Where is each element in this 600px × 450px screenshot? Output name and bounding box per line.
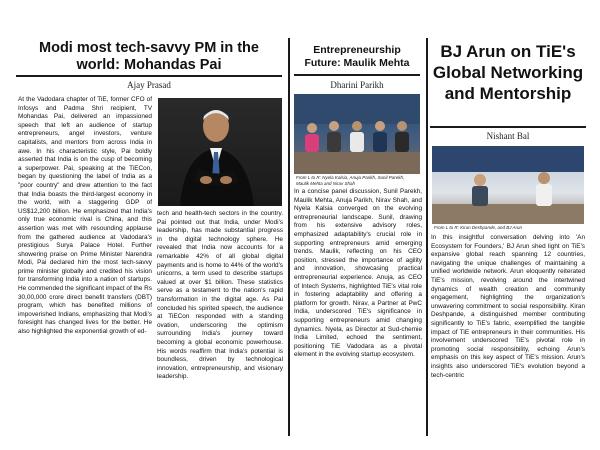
- article1-byline: Ajay Prasad: [127, 80, 171, 90]
- article3-headline: BJ Arun on TiE's Global Networking and Mentorship: [432, 42, 584, 103]
- article3-photo-caption: From L to R: Kiran Deshpande, and BJ Arun: [434, 225, 523, 230]
- article2-headline: Entrepreneurship Future: Maulik Mehta: [304, 44, 410, 69]
- article2-photo-caption: From L to R: Nyela Kalsia, Anuja Parikh, Sunil Parekh, Maulik Mehta and Nirav Shah: [296, 175, 405, 186]
- article3-headline-rule: [430, 126, 586, 128]
- column-divider-2: [426, 38, 428, 436]
- article2-body: In a concise panel discussion, Sunil Parekh, Maulik Mehta, Anuja Parikh, Nirav Shah, and Nyela Kalsia converged on the evolving entrepreneurial landscape. Sunil, drawing from his extensive advisory roles, emphasized adaptability's crucial role in supporting entrepreneurs amid emerging trends. Maulik, reflecting on his CEO position, stressed the importance of agility and innovation, showcasing practical entrepreneurial experience. Anuja, as CEO of Intech Systems, highlighted TiE's vital role in fostering adaptability and offering a platform for growth. Nirav, a Partner at PwC India, underscored TiE's significance in supporting entrepreneurs amid changing dynamics. Nyela, as Director at Sud-chemie India Limited, echoed the sentiment, positioning TiE Vadodara as a pivotal element in the evolving startup ecosystem.: [294, 188, 422, 359]
- mohandas-pai-photo: [158, 98, 282, 206]
- article2-byline: Dharini Parikh: [330, 80, 384, 90]
- article1-headline: Modi most tech-savvy PM in the world: Mohandas Pai: [39, 40, 259, 73]
- article3-byline: Nishant Bal: [486, 131, 530, 141]
- newspaper-page: [14, 38, 586, 436]
- panel-discussion-photo: [294, 94, 420, 174]
- article1-headline-rule: [16, 75, 282, 77]
- article2-headline-rule: [294, 74, 420, 76]
- article1-body-col2: tech and health-tech sectors in the country. Pai pointed out that India, under Modi's leadership, has made substantial progress in the digital technology sphere. He revealed that India now accounts for a remarkable 42% of all global digital payments and is home to 44% of the world's unicorns, a term used to describe startups valued at over $1 billion. These statistics serve as a testament to the nation's rapid transformation in the digital age. As Pai concluded his spirited speech, the audience at TiECon responded with a standing ovation, underscoring the optimism surrounding India's journey toward becoming a global economic powerhouse. His words reaffirm that India's potential is boundless, driven by technological innovation, entrepreneurship, and visionary leadership.: [157, 210, 283, 381]
- bj-arun-photo: [432, 146, 584, 224]
- column-divider-1: [288, 38, 290, 436]
- article3-body: In this insightful conversation delving into 'An Ecosystem for Founders,' BJ Arun shed light on TiE's expansive global reach spanning 12 countries, navigating the unique challenges of maintaining a unified worldwide network. Arun eloquently reiterated TiE's mission, revolving around the intertwined dynamics of wealth creation and community engagement, highlighting the organization's unwavering commitment to social responsibility. Kiran Deshpande, a distinguished member contributing significantly to TiE's fabric, exemplified the tangible impact of TiE entrepreneurs in their communities. His involvement underscored TiE's pivotal role in promoting social responsibility, echoing Arun's emphasis on this key aspect of TiE's mission. Arun's insights also underscored TiE's evolution beyond a tech-centric: [431, 234, 585, 379]
- article1-body-col1: At the Vadodara chapter of TiE, former CFO of Infosys and Padma Shri recipient, TV Mohandas Pai, delivered an impassioned speech that left an audience of startup entrepreneurs, angel investors, venture capitalists, and mentors from across India in awe. In his characteristic style, Pai boldly asserted that India is on the cusp of becoming a superpower. Pai, speaking at the TiECon, began by questioning the label of India as a "poor country" and drew attention to the fact that India boasts the third-largest economy in the world, with a staggering GDP of US$12,200 billion. He emphasized that India's only true economic rival is China, and this assertion was met with resounding applause from the gathered audience at Vadodara's prestigious Surya Palace Hotel. Further showering praise on Prime Minister Narendra Modi, Pai declared him the most tech-savvy prime minister globally and credited his vision for transforming India into a nation of startups. He commended the significant impact of the Rs 30,00,000 crore direct benefit transfers (DBT) program, which has benefited millions of impoverished Indians, emphasizing that Modi's foresight has changed lives for the better. He also highlighted the exponential growth of ed-: [18, 96, 152, 336]
